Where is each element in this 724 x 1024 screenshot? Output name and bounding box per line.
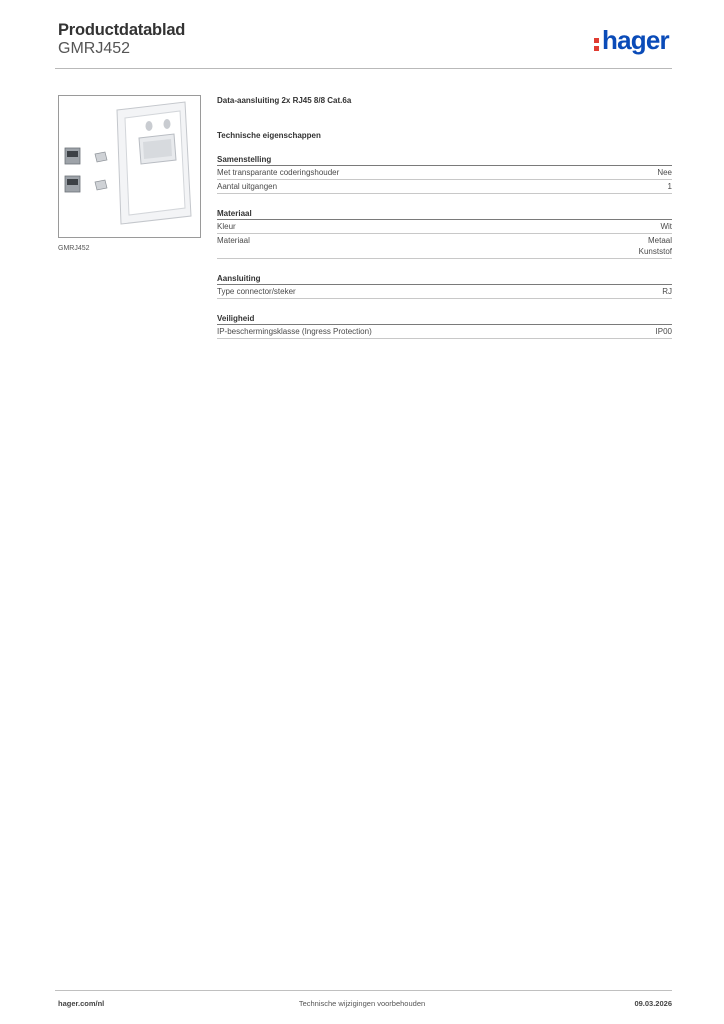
footer-disclaimer: Technische wijzigingen voorbehouden <box>298 999 426 1008</box>
group-title: Veiligheid <box>217 313 672 325</box>
section-heading: Technische eigenschappen <box>217 131 321 140</box>
product-image <box>58 95 201 238</box>
spec-label: Type connector/steker <box>217 287 296 296</box>
spec-group <box>217 313 672 339</box>
spec-row <box>217 180 672 194</box>
logo-dots-icon <box>594 35 600 52</box>
product-code: GMRJ452 <box>58 40 131 57</box>
logo-text: hager <box>602 25 669 55</box>
spec-value: RJ <box>662 287 672 296</box>
footer-website-link[interactable]: hager.com/nl <box>58 999 105 1008</box>
group-title: Samenstelling <box>217 154 672 166</box>
spec-value: Metaal Kunststof <box>638 236 672 256</box>
group-title: Aansluiting <box>217 273 672 285</box>
spec-value: 1 <box>667 182 672 191</box>
hager-logo <box>594 27 669 53</box>
spec-label: IP-beschermingsklasse (Ingress Protection) <box>217 327 372 336</box>
spec-content <box>217 95 672 339</box>
product-illustration <box>59 96 200 237</box>
footer-date: 09.03.2026 <box>634 999 672 1008</box>
spec-row <box>217 166 672 180</box>
spec-group <box>217 273 672 299</box>
spec-group <box>217 154 672 194</box>
image-caption: GMRJ452 <box>58 245 90 252</box>
spec-value: Nee <box>657 168 672 177</box>
page-title: Productdatablad <box>58 21 186 39</box>
group-title: Materiaal <box>217 208 672 220</box>
spec-row <box>217 234 672 259</box>
spec-group <box>217 208 672 259</box>
spec-label: Met transparante coderingshouder <box>217 168 340 177</box>
footer-divider <box>55 990 672 991</box>
spec-label: Aantal uitgangen <box>217 182 278 191</box>
spec-value: IP00 <box>655 327 672 336</box>
spec-label: Materiaal <box>217 236 250 245</box>
spec-value: Wit <box>660 222 672 231</box>
header-divider <box>55 68 672 69</box>
spec-label: Kleur <box>217 222 236 231</box>
spec-row <box>217 220 672 234</box>
spec-row <box>217 285 672 299</box>
product-description: Data-aansluiting 2x RJ45 8/8 Cat.6a <box>217 96 352 105</box>
spec-row <box>217 325 672 339</box>
